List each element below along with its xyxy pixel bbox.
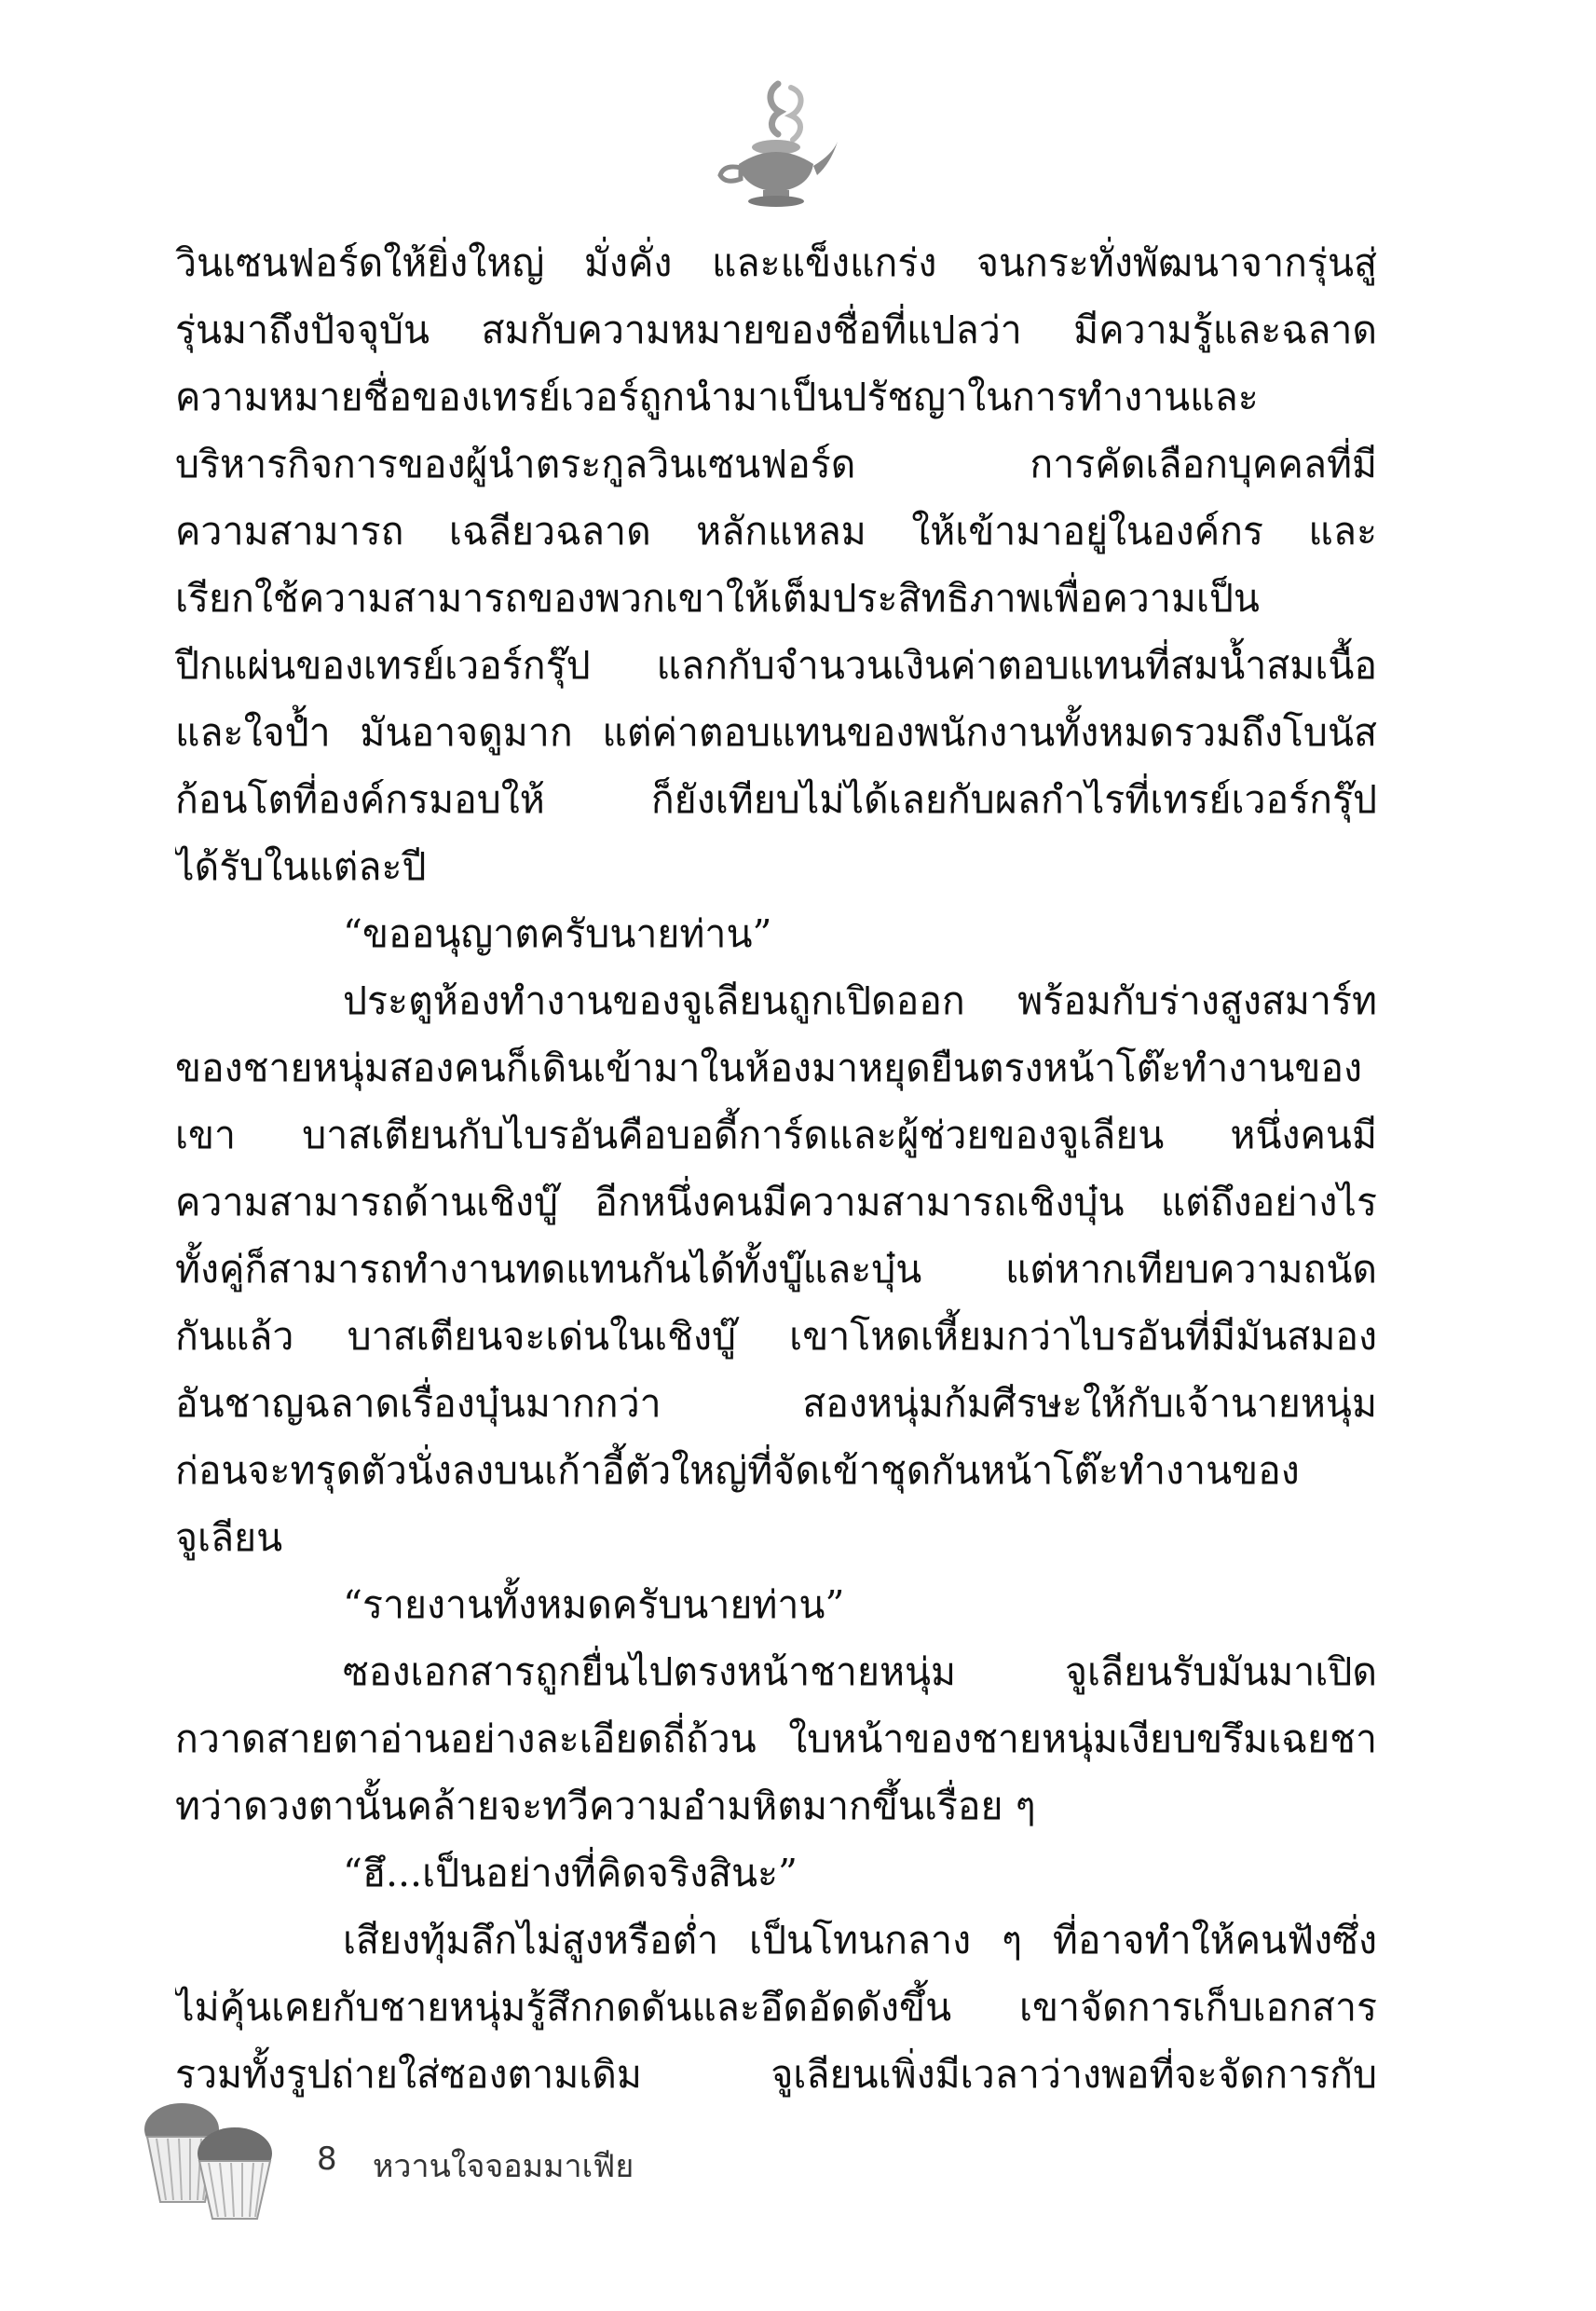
text-line: อันชาญฉลาดเรื่องบุ๋นมากกว่า สองหนุ่มก้มศีรษะให้กับเจ้านายหนุ่ม xyxy=(175,1381,1377,1426)
text-line: ความหมายชื่อของเทรย์เวอร์ถูกนำมาเป็นปรัชญาในการทำงานและ xyxy=(175,375,1259,419)
text-line: วินเซนฟอร์ดให้ยิ่งใหญ่ มั่งคั่ง และแข็งแกร่ง จนกระทั่งพัฒนาจากรุ่นสู่ xyxy=(175,240,1377,285)
text-line: เสียงทุ้มลึกไม่สูงหรือต่ำ เป็นโทนกลาง ๆ ที่อาจทำให้คนฟังซึ่ง xyxy=(343,1918,1377,1962)
text-line: ความสามารถด้านเชิงบู๊ อีกหนึ่งคนมีความสามารถเชิงบุ๋น แต่ถึงอย่างไร xyxy=(175,1180,1377,1224)
text-line: ก้อนโตที่องค์กรมอบให้ ก็ยังเทียบไม่ได้เลยกับผลกำไรที่เทรย์เวอร์กรุ๊ป xyxy=(175,777,1377,822)
dialogue-line: “รายงานทั้งหมดครับนายท่าน” xyxy=(343,1582,845,1627)
text-line: รุ่นมาถึงปัจจุบัน สมกับความหมายของชื่อที่แปลว่า มีความรู้และฉลาด xyxy=(175,308,1377,352)
text-line: บริหารกิจการของผู้นำตระกูลวินเซนฟอร์ด การคัดเลือกบุคคลที่มี xyxy=(175,442,1377,486)
book-title: หวานใจจอมมาเฟีย xyxy=(373,2148,634,2185)
text-line: ทั้งคู่ก็สามารถทำงานทดแทนกันได้ทั้งบู๊และบุ๋น แต่หากเทียบความถนัด xyxy=(175,1247,1377,1292)
text-line: ไม่คุ้นเคยกับชายหนุ่มรู้สึกกดดันและอึดอัดดังขึ้น เขาจัดการเก็บเอกสาร xyxy=(175,1985,1377,2030)
genie-lamp-icon xyxy=(713,75,839,214)
page-footer xyxy=(140,2092,792,2222)
text-line: ซองเอกสารถูกยื่นไปตรงหน้าชายหนุ่ม จูเลียนรับมันมาเปิด xyxy=(343,1649,1377,1694)
text-line: ปีกแผ่นของเทรย์เวอร์กรุ๊ป แลกกับจำนวนเงินค่าตอบแทนที่สมน้ำสมเนื้อ xyxy=(175,643,1377,688)
dialogue-line: “ฮึ...เป็นอย่างที่คิดจริงสินะ” xyxy=(343,1851,798,1895)
text-line: ทว่าดวงตานั้นคล้ายจะทวีความอำมหิตมากขึ้นเรื่อย ๆ xyxy=(175,1784,1036,1828)
text-line: กวาดสายตาอ่านอย่างละเอียดถี่ถ้วน ใบหน้าของชายหนุ่มเงียบขรึมเฉยชา xyxy=(175,1716,1377,1761)
text-line: รวมทั้งรูปถ่ายใส่ซองตามเดิม จูเลียนเพิ่งมีเวลาว่างพอที่จะจัดการกับ xyxy=(175,2052,1377,2097)
dialogue-line: “ขออนุญาตครับนายท่าน” xyxy=(343,911,772,956)
text-line: ความสามารถ เฉลียวฉลาด หลักแหลม ให้เข้ามาอยู่ในองค์กร และ xyxy=(175,509,1377,554)
text-line: ก่อนจะทรุดตัวนั่งลงบนเก้าอี้ตัวใหญ่ที่จัดเข้าชุดกันหน้าโต๊ะทำงานของ xyxy=(175,1448,1300,1493)
text-line: กันแล้ว บาสเตียนจะเด่นในเชิงบู๊ เขาโหดเหี้ยมกว่าไบรอันที่มีมันสมอง xyxy=(175,1314,1377,1359)
text-line: ประตูห้องทำงานของจูเลียนถูกเปิดออก พร้อมกับร่างสูงสมาร์ท xyxy=(343,978,1377,1023)
text-line: ได้รับในแต่ละปี xyxy=(175,844,427,889)
cupcakes-icon xyxy=(140,2092,280,2222)
text-line: เรียกใช้ความสามารถของพวกเขาให้เต็มประสิทธิภาพเพื่อความเป็น xyxy=(175,576,1260,621)
text-line: เขา บาสเตียนกับไบรอันคือบอดี้การ์ดและผู้ช่วยของจูเลียน หนึ่งคนมี xyxy=(175,1113,1377,1157)
body-text xyxy=(175,229,1377,2108)
page-number: 8 xyxy=(317,2140,337,2178)
text-line: และใจป้ำ มันอาจดูมาก แต่ค่าตอบแทนของพนักงานทั้งหมดรวมถึงโบนัส xyxy=(175,710,1377,755)
text-line: จูเลียน xyxy=(175,1515,283,1560)
text-line: ของชายหนุ่มสองคนก็เดินเข้ามาในห้องมาหยุดยืนตรงหน้าโต๊ะทำงานของ xyxy=(175,1046,1363,1090)
